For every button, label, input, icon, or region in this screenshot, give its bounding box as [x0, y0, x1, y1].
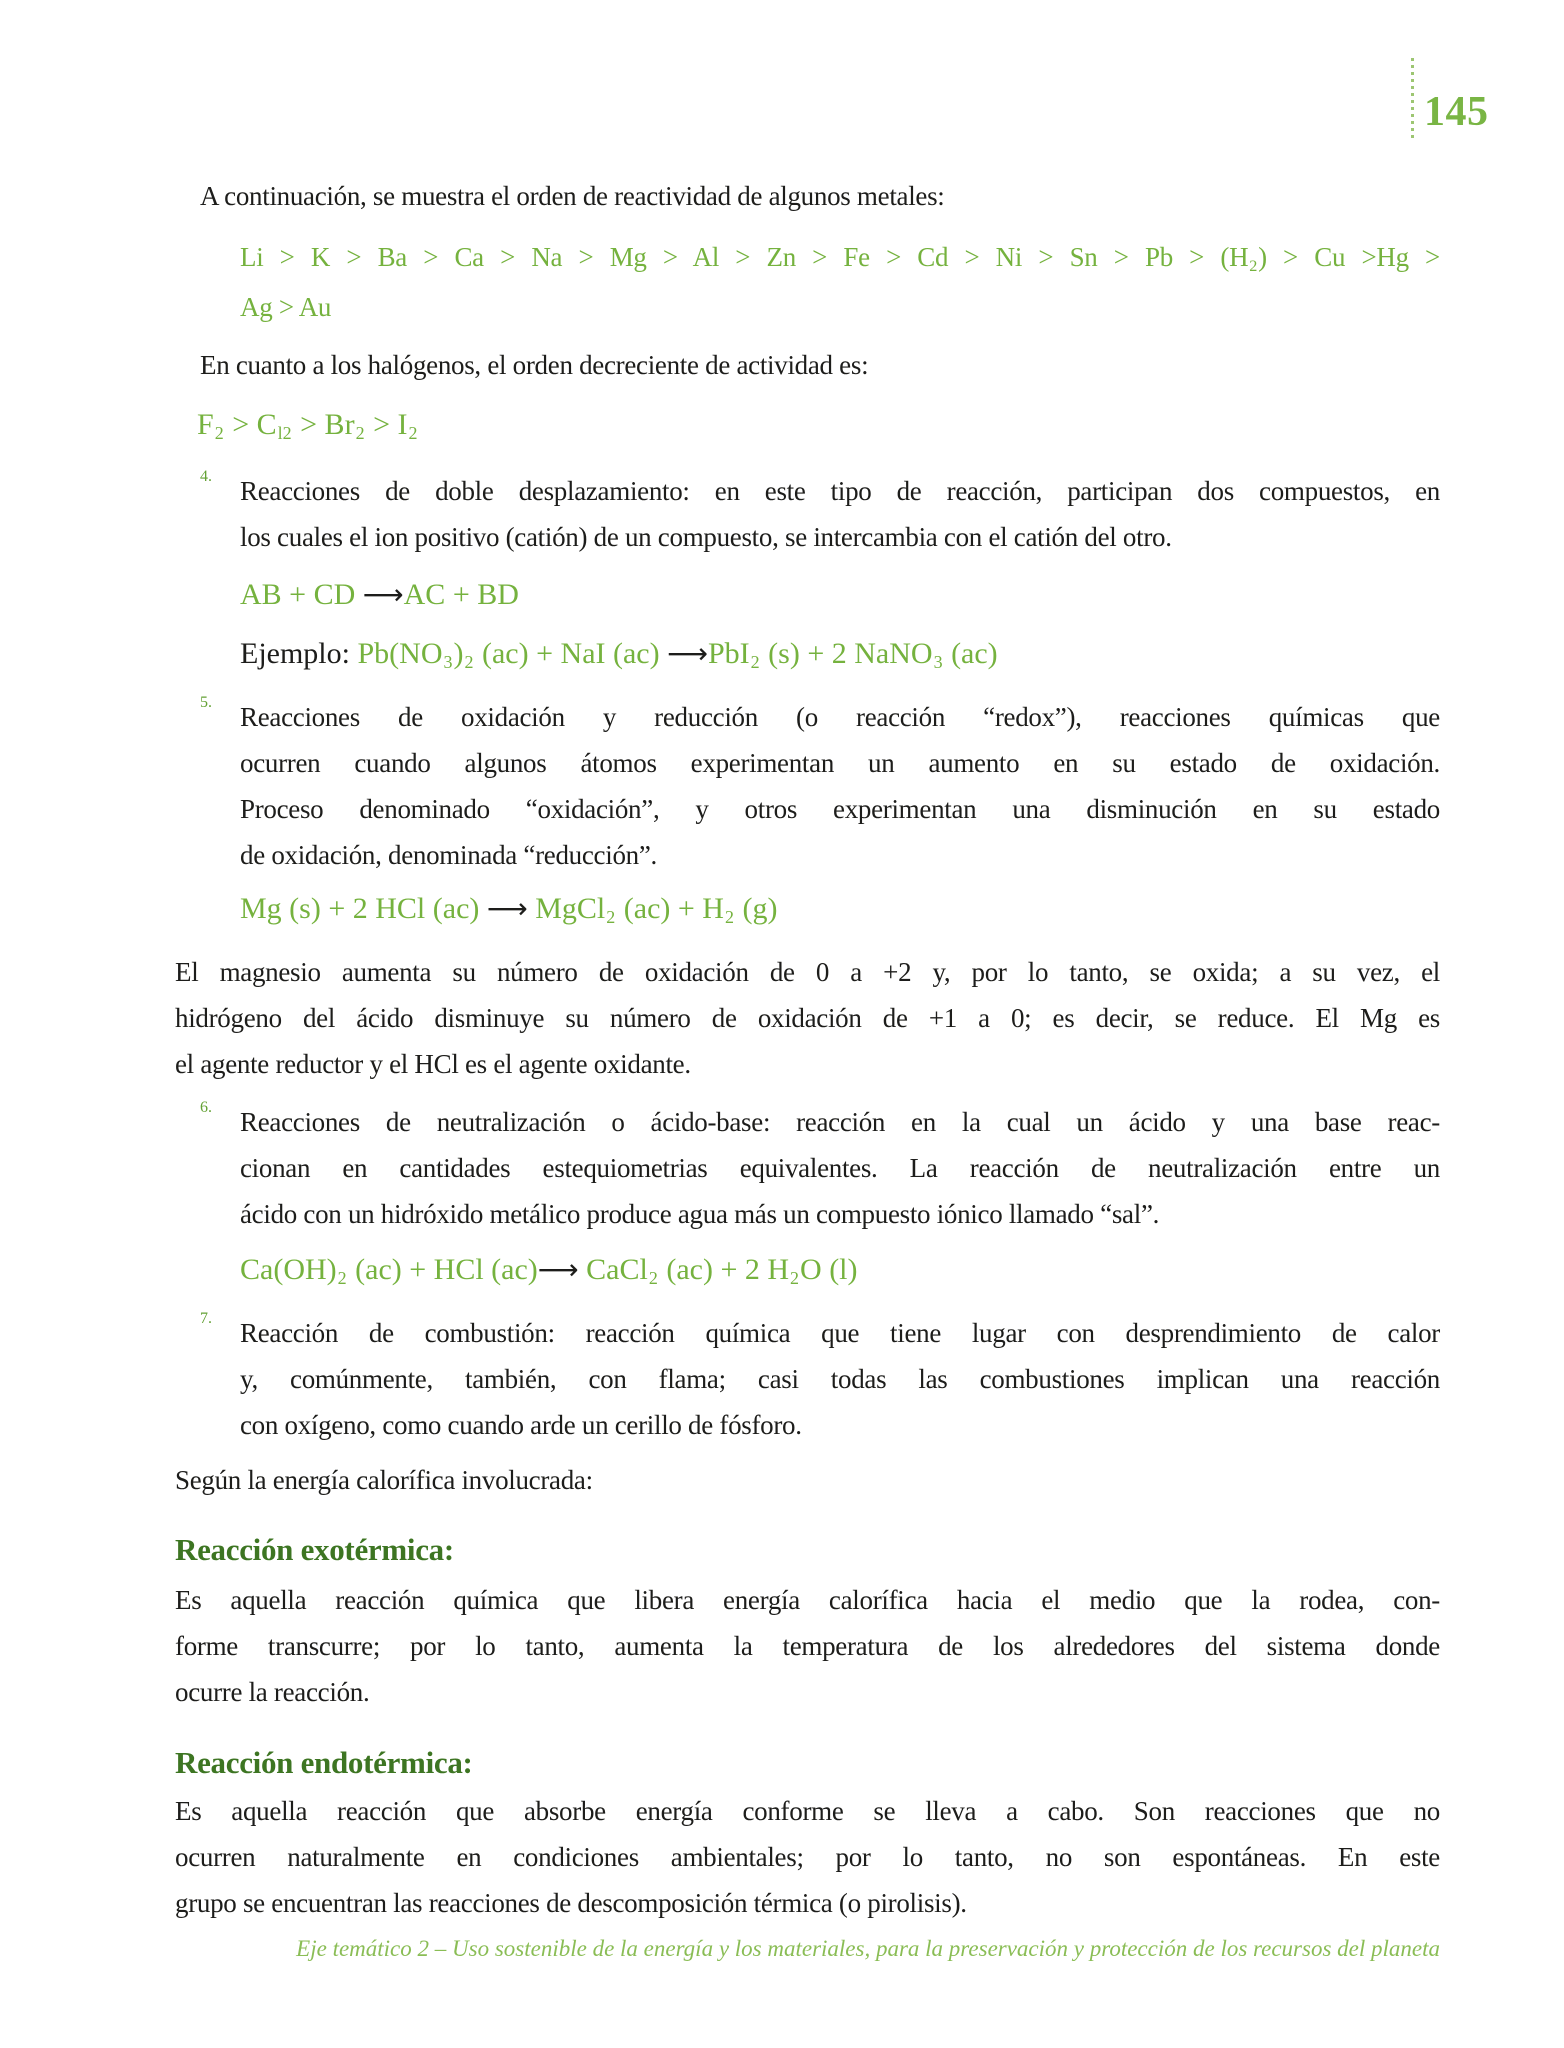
- intro-halogens-text: En cuanto a los halógenos, el orden decreciente de actividad es:: [200, 350, 869, 380]
- metals-reactivity-series: [240, 234, 1440, 330]
- list-item-6-line: cionan en cantidades estequiometrias equivalentes. La reacción de neutralización entre un: [240, 1153, 1440, 1183]
- segun-line: Según la energía calorífica involucrada:: [175, 1465, 593, 1495]
- magnesio-paragraph-line: hidrógeno del ácido disminuye su número de oxidación de +1 a 0; es decir, se reduce. El Mg es: [175, 1003, 1440, 1033]
- list-item-6-line: Reacciones de neutralización o ácido-base: reacción en la cual un ácido y una base reac-: [240, 1107, 1440, 1137]
- magnesio-paragraph-line: El magnesio aumenta su número de oxidación de 0 a +2 y, por lo tanto, se oxida; a su vez, el: [175, 957, 1440, 987]
- exothermic-paragraph-line: ocurre la reacción.: [175, 1677, 370, 1707]
- endothermic-paragraph-line: ocurren naturalmente en condiciones ambientales; por lo tanto, no son espontáneas. En este: [175, 1842, 1440, 1872]
- list-item-6-number: 6.: [200, 1099, 212, 1116]
- endothermic-paragraph-line: grupo se encuentran las reacciones de descomposición térmica (o pirolisis).: [175, 1888, 967, 1918]
- exothermic-paragraph: [175, 1577, 1440, 1715]
- list-item-5-number: 5.: [200, 694, 212, 711]
- page-footer: Eje temático 2 – Uso sostenible de la energía y los materiales, para la preservación y protección de los recursos del planeta: [296, 1936, 1440, 1961]
- example-label: Ejemplo:: [240, 637, 358, 670]
- double-displacement-equation: AB + CD ⟶AC + BD: [240, 578, 519, 611]
- redox-equation: Mg (s) + 2 HCl (ac) ⟶ MgCl2 (ac) + H2 (g): [240, 892, 778, 928]
- endothermic-heading: Reacción endotérmica:: [175, 1745, 473, 1780]
- list-item-7-line: y, comúnmente, también, con flama; casi todas las combustiones implican una reacción: [240, 1364, 1440, 1394]
- page-content: [175, 173, 1440, 1926]
- exothermic-paragraph-line: forme transcurre; por lo tanto, aumenta la temperatura de los alrededores del sistema donde: [175, 1631, 1440, 1661]
- example-equation: Pb(NO3)2 (ac) + NaI (ac) ⟶PbI2 (s) + 2 NaNO3 (ac): [357, 637, 998, 673]
- list-item-5-line: Reacciones de oxidación y reducción (o reacción “redox”), reacciones químicas que: [240, 702, 1440, 732]
- list-item-7-line: con oxígeno, como cuando arde un cerillo de fósforo.: [240, 1410, 802, 1440]
- dotted-rule: [1411, 58, 1414, 142]
- list-item-7-number: 7.: [200, 1310, 212, 1327]
- list-item-5-line: de oxidación, denominada “reducción”.: [240, 840, 657, 870]
- list-item-7: [175, 1310, 1440, 1448]
- list-item-6-line: ácido con un hidróxido metálico produce agua más un compuesto iónico llamado “sal”.: [240, 1199, 1160, 1229]
- list-item-5-line: ocurren cuando algunos átomos experimentan un aumento en su estado de oxidación.: [240, 748, 1440, 778]
- endothermic-paragraph-line: Es aquella reacción que absorbe energía conforme se lleva a cabo. Son reacciones que no: [175, 1796, 1440, 1826]
- magnesio-paragraph: [175, 949, 1440, 1087]
- page-number: 145: [1424, 89, 1489, 135]
- endothermic-paragraph: [175, 1788, 1440, 1926]
- list-item-5-line: Proceso denominado “oxidación”, y otros experimentan una disminución en su estado: [240, 794, 1440, 824]
- list-item-7-line: Reacción de combustión: reacción química que tiene lugar con desprendimiento de calor: [240, 1318, 1440, 1348]
- list-item-4-number: 4.: [200, 468, 212, 485]
- exothermic-paragraph-line: Es aquella reacción química que libera energía calorífica hacia el medio que la rodea, con-: [175, 1585, 1440, 1615]
- halogens-activity-series: F2 > Cl2 > Br2 > I2: [197, 408, 418, 444]
- list-item-4-line: Reacciones de doble desplazamiento: en este tipo de reacción, participan dos compuestos, en: [240, 476, 1440, 506]
- exothermic-heading: Reacción exotérmica:: [175, 1532, 454, 1567]
- metals-series-line-1: Li > K > Ba > Ca > Na > Mg > Al > Zn > Fe > Cd > Ni > Sn > Pb > (H2) > Cu >Hg >: [240, 242, 1440, 275]
- list-item-5: [175, 694, 1440, 878]
- magnesio-paragraph-line: el agente reductor y el HCl es el agente oxidante.: [175, 1049, 691, 1079]
- intro-metals-text: A continuación, se muestra el orden de reactividad de algunos metales:: [200, 181, 945, 211]
- list-item-6: [175, 1099, 1440, 1237]
- list-item-4-line: los cuales el ion positivo (catión) de un compuesto, se intercambia con el catión del otro.: [240, 522, 1172, 552]
- example-equation-line: [240, 631, 1440, 680]
- neutralization-equation: Ca(OH)2 (ac) + HCl (ac)⟶ CaCl2 (ac) + 2 H2O (l): [240, 1253, 858, 1289]
- metals-series-line-2: Ag > Au: [240, 292, 332, 322]
- list-item-4: [175, 468, 1440, 560]
